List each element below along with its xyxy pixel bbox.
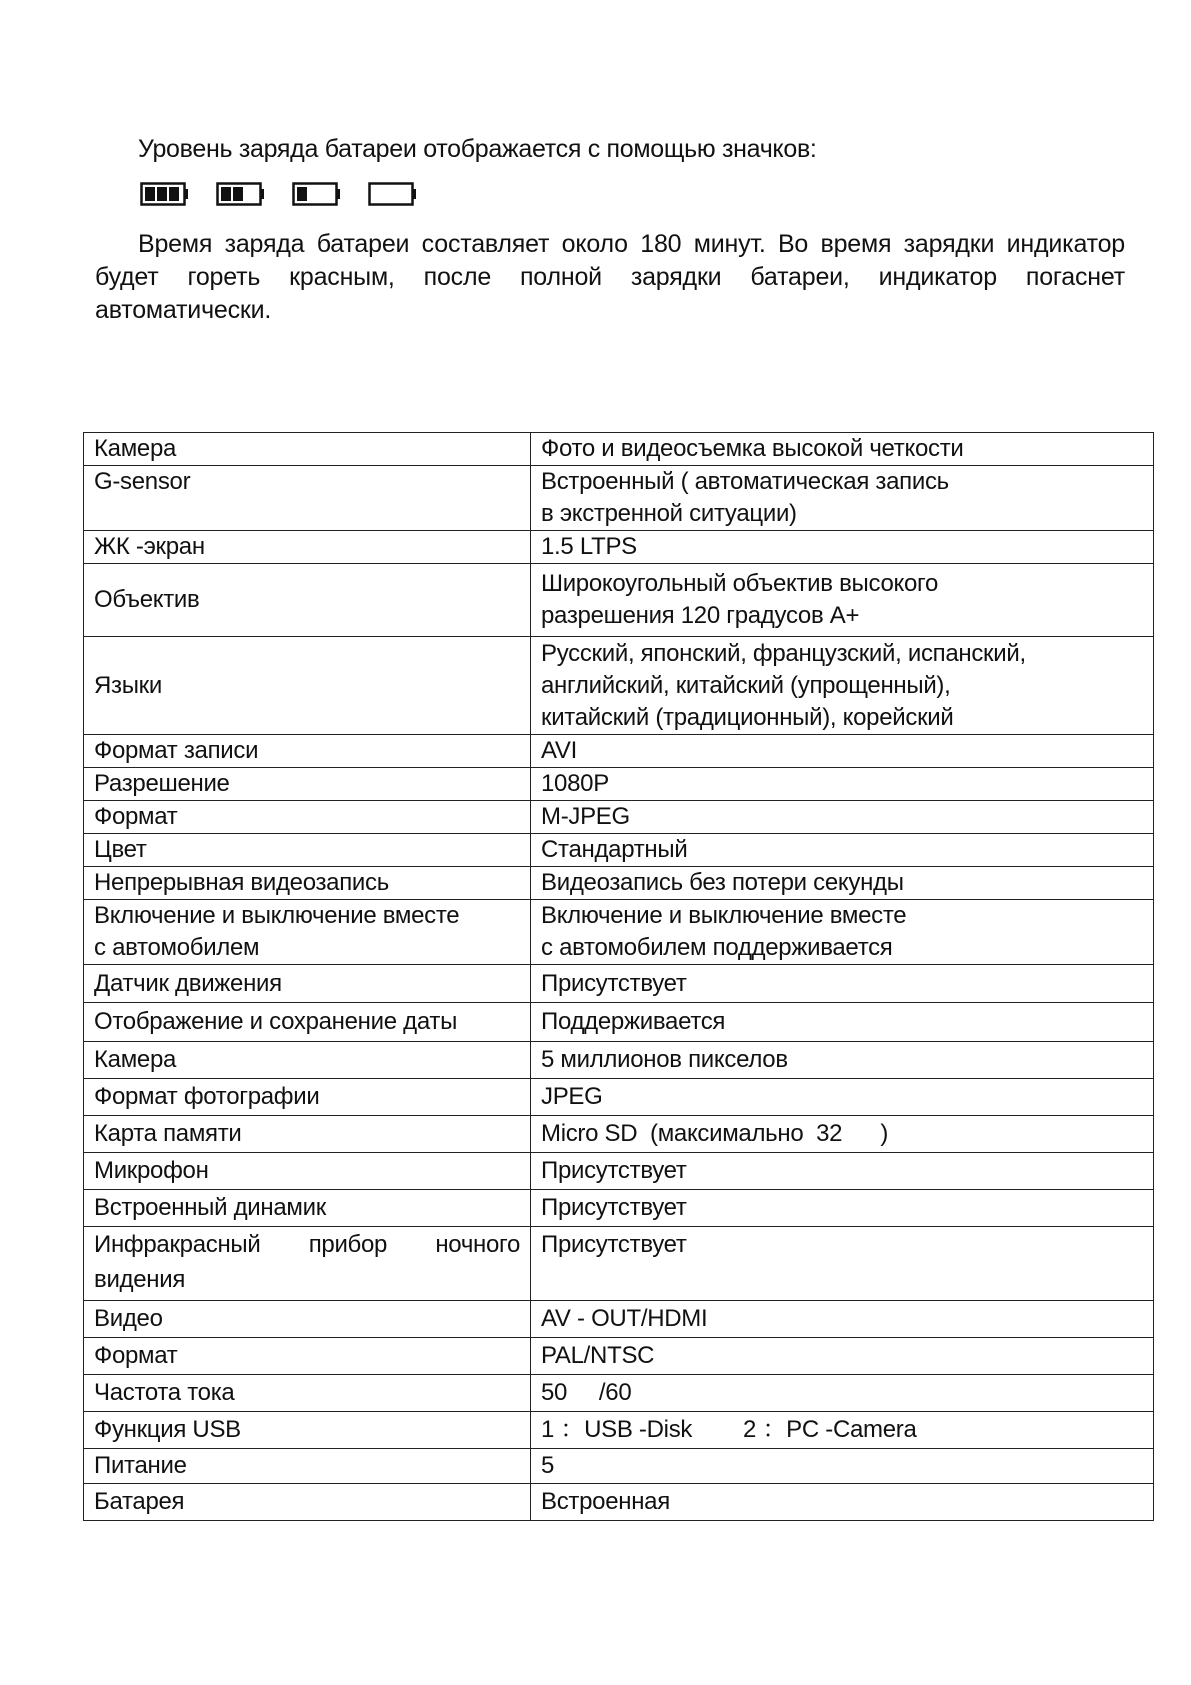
spec-name: Камера	[84, 1042, 531, 1079]
spec-name: Объектив	[84, 564, 531, 637]
spec-name: Камера	[84, 433, 531, 466]
spec-name: Инфракрасный прибор ночного видения	[84, 1227, 531, 1301]
spec-value: 5 миллионов пикселов	[531, 1042, 1154, 1079]
table-row	[84, 1079, 1154, 1116]
battery-icons-row	[140, 180, 418, 208]
spec-value: Видеозапись без потери секунды	[531, 867, 1154, 900]
spec-name: Карта памяти	[84, 1116, 531, 1153]
table-row	[84, 1338, 1154, 1375]
battery-full-icon	[140, 181, 190, 207]
table-row	[84, 1412, 1154, 1449]
spec-value: AVI	[531, 735, 1154, 768]
table-row	[84, 1484, 1154, 1521]
battery-one-third-icon	[292, 181, 342, 207]
table-row	[84, 1153, 1154, 1190]
spec-name: ЖК -экран	[84, 531, 531, 564]
spec-value: Русский, японский, французский, испанский, английский, китайский (упрощенный), китайский (традиционный), корейский	[531, 637, 1154, 735]
table-row	[84, 1301, 1154, 1338]
table-row	[84, 433, 1154, 466]
spec-value: M-JPEG	[531, 801, 1154, 834]
spec-name: Языки	[84, 637, 531, 735]
spec-value: JPEG	[531, 1079, 1154, 1116]
table-row	[84, 1116, 1154, 1153]
spec-value: Присутствует	[531, 1190, 1154, 1227]
spec-value: Micro SD (максимально 32 )	[531, 1116, 1154, 1153]
table-row	[84, 531, 1154, 564]
spec-name: G-sensor	[84, 466, 531, 531]
spec-name: Включение и выключение вместе с автомобилем	[84, 900, 531, 965]
spec-value: PAL/NTSC	[531, 1338, 1154, 1375]
spec-name: Разрешение	[84, 768, 531, 801]
table-row	[84, 466, 1154, 531]
table-row	[84, 867, 1154, 900]
table-row	[84, 564, 1154, 637]
spec-name: Цвет	[84, 834, 531, 867]
spec-name: Датчик движения	[84, 965, 531, 1003]
spec-name: Формат	[84, 801, 531, 834]
spec-value: Широкоугольный объектив высокого разрешения 120 градусов A+	[531, 564, 1154, 637]
table-row	[84, 768, 1154, 801]
spec-name: Формат фотографии	[84, 1079, 531, 1116]
spec-value: Включение и выключение вместе с автомобилем поддерживается	[531, 900, 1154, 965]
table-row	[84, 735, 1154, 768]
spec-name: Видео	[84, 1301, 531, 1338]
spec-name: Микрофон	[84, 1153, 531, 1190]
battery-intro-text: Уровень заряда батареи отображается с помощью значков:	[138, 135, 817, 163]
table-row	[84, 1449, 1154, 1484]
spec-name: Непрерывная видеозапись	[84, 867, 531, 900]
specifications-table	[83, 432, 1154, 1521]
table-row	[84, 900, 1154, 965]
battery-two-thirds-icon	[216, 181, 266, 207]
spec-name: Встроенный динамик	[84, 1190, 531, 1227]
table-row	[84, 1042, 1154, 1079]
table-row	[84, 637, 1154, 735]
spec-name: Батарея	[84, 1484, 531, 1521]
spec-value: 5	[531, 1449, 1154, 1484]
table-row	[84, 1190, 1154, 1227]
spec-value: Присутствует	[531, 1227, 1154, 1301]
table-row	[84, 1375, 1154, 1412]
table-row	[84, 965, 1154, 1003]
spec-name: Отображение и сохранение даты	[84, 1003, 531, 1042]
spec-value: 1080P	[531, 768, 1154, 801]
spec-name: Питание	[84, 1449, 531, 1484]
spec-value: 1.5 LTPS	[531, 531, 1154, 564]
spec-name: Частота тока	[84, 1375, 531, 1412]
spec-value: Встроенный ( автоматическая запись в экстренной ситуации)	[531, 466, 1154, 531]
spec-value: Присутствует	[531, 965, 1154, 1003]
spec-value: 1 ：USB -Disk 2 ：PC -Camera	[531, 1412, 1154, 1449]
spec-value: Поддерживается	[531, 1003, 1154, 1042]
table-row	[84, 834, 1154, 867]
spec-name: Формат	[84, 1338, 531, 1375]
spec-value: Встроенная	[531, 1484, 1154, 1521]
spec-value: Фото и видеосъемка высокой четкости	[531, 433, 1154, 466]
charging-info-paragraph: Время заряда батареи составляет около 180 минут. Во время зарядки индикатор будет гореть красным, после полной зарядки батареи, индикатор погаснет автоматически.	[95, 230, 1125, 324]
spec-name: Функция USB	[84, 1412, 531, 1449]
spec-value: Присутствует	[531, 1153, 1154, 1190]
spec-name: Формат записи	[84, 735, 531, 768]
battery-empty-icon	[368, 181, 418, 207]
spec-value: 50 /60	[531, 1375, 1154, 1412]
table-row	[84, 1227, 1154, 1301]
table-row	[84, 801, 1154, 834]
table-row	[84, 1003, 1154, 1042]
spec-value: AV - OUT/HDMI	[531, 1301, 1154, 1338]
spec-value: Стандартный	[531, 834, 1154, 867]
